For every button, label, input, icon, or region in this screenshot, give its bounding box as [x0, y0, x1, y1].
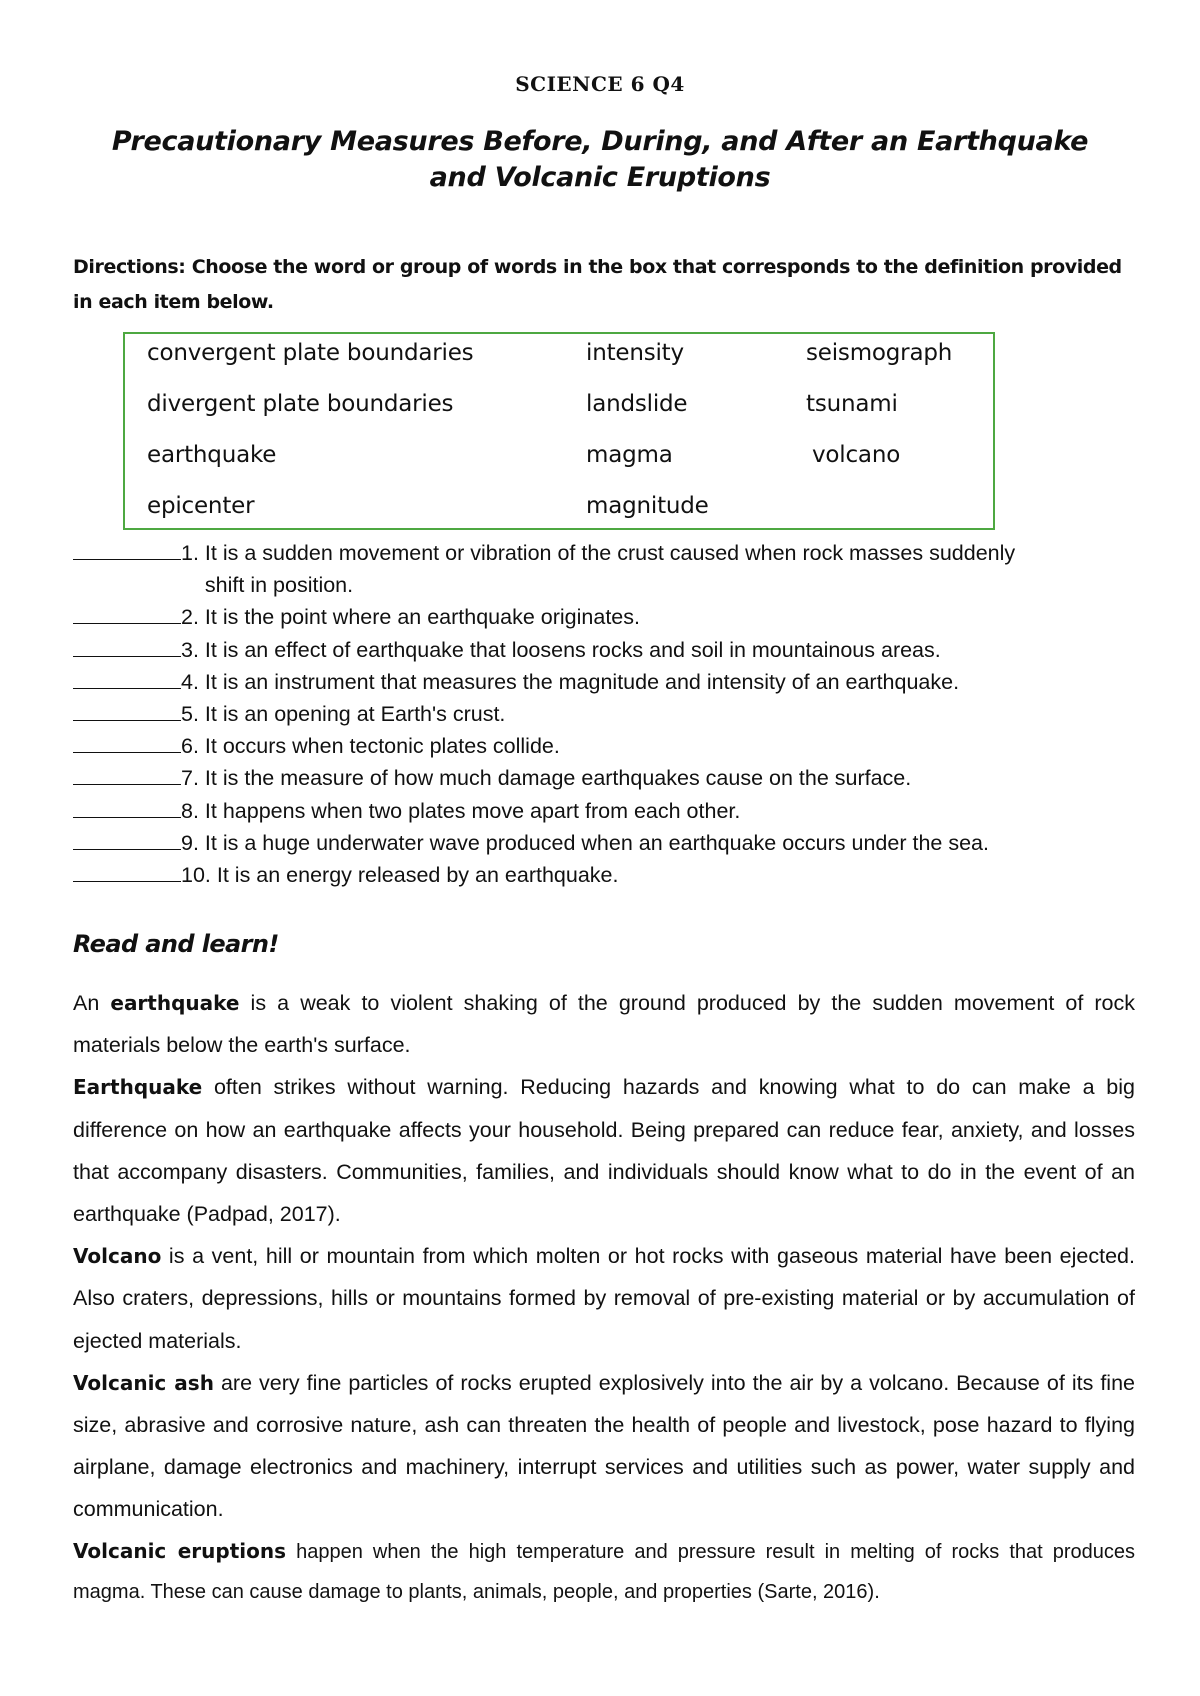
paragraph-volcanic-eruptions [73, 1531, 1135, 1612]
question-text: It is a huge underwater wave produced when an earthquake occurs under the sea. [204, 830, 989, 855]
answer-blank[interactable] [73, 698, 181, 721]
paragraph-text: An [73, 991, 111, 1015]
reading-passage [73, 982, 1135, 1612]
answer-blank[interactable] [73, 634, 181, 657]
term-volcanic-eruptions: Volcanic eruptions [73, 1538, 287, 1563]
worksheet-title: Precautionary Measures Before, During, and After an Earthquake and Volcanic Eruptions [111, 126, 1089, 193]
read-and-learn-heading: Read and learn! [73, 930, 279, 958]
question-item [73, 634, 1133, 666]
question-text: It is the point where an earthquake originates. [204, 605, 640, 630]
question-text: It occurs when tectonic plates collide. [204, 734, 560, 759]
answer-blank[interactable] [73, 666, 181, 689]
question-number: 9. [181, 830, 199, 855]
subject-heading: SCIENCE 6 Q4 [515, 72, 685, 96]
question-number: 2. [181, 605, 199, 630]
question-item [73, 698, 1133, 730]
question-number: 7. [181, 766, 199, 791]
paragraph-earthquake-definition [73, 982, 1135, 1066]
question-item [73, 859, 1133, 891]
paragraph-text: happen when the high temperature and pressure result in melting of rocks that produces magma. These can cause damage to plants, animals, people, and properties (Sarte, 2016). [73, 1540, 1136, 1603]
word-option: volcano [812, 442, 901, 468]
paragraph-text: is a weak to violent shaking of the ground produced by the sudden movement of rock materials below the earth's surface. [73, 991, 1135, 1058]
question-text: It is an effect of earthquake that loosens rocks and soil in mountainous areas. [204, 637, 941, 662]
question-item [73, 666, 1133, 698]
term-earthquake-2: Earthquake [73, 1075, 203, 1100]
question-list [73, 537, 1133, 891]
term-earthquake: earthquake [110, 991, 240, 1015]
word-option: epicenter [147, 493, 255, 519]
paragraph-text: is a vent, hill or mountain from which molten or hot rocks with gaseous material have been ejected. Also craters, depressions, hills or mountains formed by removal of pre-existing material or by accumulation of ejected materials. [73, 1244, 1135, 1353]
paragraph-text: are very fine particles of rocks erupted explosively into the air by a volcano. Because of its fine size, abrasive and corrosive nature, ash can threaten the health of people and livestock, pose hazard to flying airplane, damage electronics and machinery, interrupt services and utilities such as power, water supply and communication. [73, 1370, 1136, 1522]
question-item [73, 827, 1133, 859]
question-text: It is an opening at Earth's crust. [204, 702, 506, 727]
question-item [73, 601, 1133, 633]
word-option: landslide [586, 391, 688, 417]
word-option: tsunami [806, 391, 898, 417]
word-option: seismograph [806, 340, 953, 366]
question-number: 5. [181, 702, 199, 727]
question-number: 6. [181, 734, 199, 759]
question-text: It is an energy released by an earthquake. [216, 863, 619, 888]
answer-blank[interactable] [73, 795, 181, 818]
answer-blank[interactable] [73, 827, 181, 850]
question-text: It happens when two plates move apart from each other. [204, 798, 741, 823]
word-option: intensity [586, 340, 684, 366]
question-number: 1. [181, 541, 199, 565]
paragraph-earthquake-preparedness [73, 1066, 1135, 1235]
answer-blank[interactable] [73, 762, 181, 785]
word-box [123, 332, 995, 530]
question-item [73, 730, 1133, 762]
question-item [73, 762, 1133, 794]
question-number: 3. [181, 637, 199, 662]
term-volcano: Volcano [73, 1244, 162, 1269]
paragraph-text: often strikes without warning. Reducing hazards and knowing what to do can make a big difference on how an earthquake affects your household. Being prepared can reduce fear, anxiety, and losses that accompany disasters. Communities, families, and individuals should know what to do in the event of an earthquake (Padpad, 2017). [73, 1075, 1135, 1227]
word-option: magnitude [586, 493, 709, 519]
paragraph-volcano [73, 1235, 1135, 1362]
question-text: It is the measure of how much damage earthquakes cause on the surface. [204, 766, 912, 791]
directions-text: Directions: Choose the word or group of words in the box that corresponds to the definition provided in each item below. [73, 256, 1122, 313]
answer-blank[interactable] [73, 730, 181, 753]
question-number: 8. [181, 798, 199, 823]
paragraph-volcanic-ash [73, 1362, 1135, 1531]
word-option: earthquake [147, 442, 277, 468]
answer-blank[interactable] [73, 601, 181, 624]
question-text: It is an instrument that measures the magnitude and intensity of an earthquake. [204, 669, 960, 694]
word-option: magma [586, 442, 673, 468]
answer-blank[interactable] [73, 859, 181, 882]
question-item [73, 537, 1133, 601]
question-number: 10. [181, 863, 211, 888]
question-number: 4. [181, 669, 199, 694]
term-volcanic-ash: Volcanic ash [73, 1370, 214, 1395]
answer-blank[interactable] [73, 537, 181, 560]
question-item [73, 795, 1133, 827]
question-text: It is a sudden movement or vibration of the crust caused when rock masses suddenly shift in position. [204, 541, 1016, 598]
word-option: divergent plate boundaries [147, 391, 454, 417]
word-option: convergent plate boundaries [147, 340, 474, 366]
